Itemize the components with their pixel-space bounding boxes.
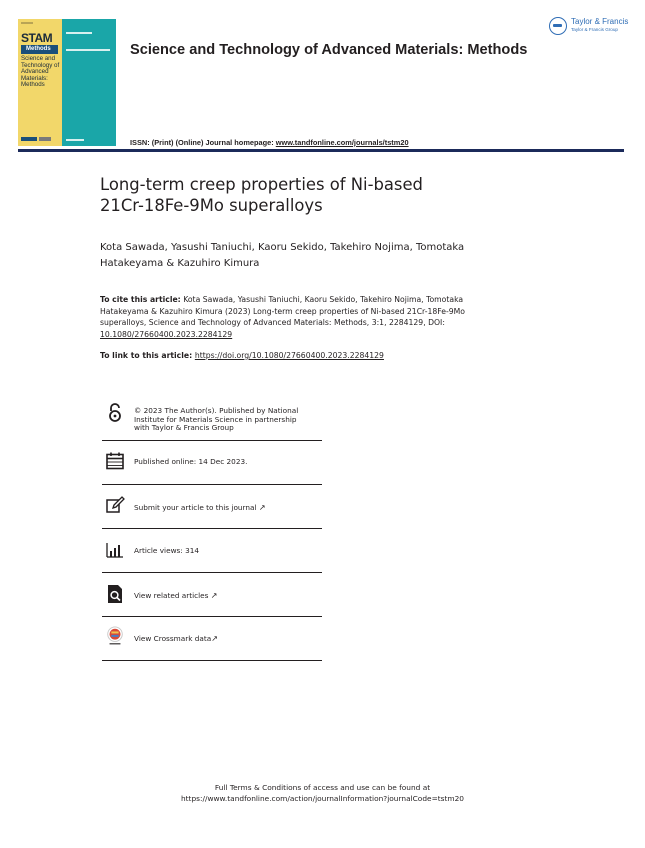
cover-right-panel <box>62 19 116 146</box>
bar-chart-icon <box>105 540 125 560</box>
citation-line: superalloys, Science and Technology of Advanced Materials: Methods, 3:1, 2284129, DOI: <box>100 318 445 327</box>
edit-icon <box>105 495 125 515</box>
header-divider <box>18 149 624 152</box>
citation-block <box>100 294 570 340</box>
crossmark-label: View Crossmark data <box>134 634 212 643</box>
cover-line <box>66 32 92 34</box>
issn-label: ISSN: (Print) (Online) Journal homepage: <box>130 138 276 147</box>
submit-label: Submit your article to this journal <box>134 503 257 512</box>
calendar-icon <box>105 451 125 471</box>
issn-line <box>130 138 409 147</box>
cover-publisher-mark <box>21 137 37 141</box>
crossmark-item[interactable] <box>102 617 322 661</box>
cover-line <box>66 139 84 141</box>
external-link-icon: ↗ <box>258 503 266 512</box>
article-title: Long-term creep properties of Ni-based 21Cr-18Fe-9Mo superalloys <box>100 175 423 215</box>
footer-terms-text: Full Terms & Conditions of access and use can be found at <box>214 783 431 792</box>
views-text: Article views: 314 <box>134 546 200 555</box>
cover-society-mark <box>39 137 51 141</box>
journal-cover <box>18 19 116 146</box>
related-articles-icon <box>105 584 125 604</box>
cover-subtitle: Science and Technology of Advanced Materials: Methods <box>21 55 60 89</box>
open-access-icon <box>105 403 125 423</box>
page-footer <box>0 782 645 804</box>
crossmark-icon <box>105 626 125 646</box>
related-link[interactable] <box>134 592 334 601</box>
journal-title: Science and Technology of Advanced Materials: Methods <box>130 42 528 58</box>
submit-item[interactable] <box>102 485 322 529</box>
publisher-logo-icon <box>549 17 567 35</box>
external-link-icon: ↗ <box>211 634 218 643</box>
related-label: View related articles <box>134 591 209 600</box>
article-link-label: To link to this article: <box>100 351 195 360</box>
article-doi-link[interactable]: https://doi.org/10.1080/27660400.2023.2284129 <box>194 351 384 360</box>
cover-stam-text: STAM <box>21 31 53 45</box>
citation-text: Kota Sawada, Yasushi Taniuchi, Kaoru Sekido, Takehiro Nojima, Tomotaka <box>180 295 464 304</box>
footer-terms-link[interactable]: https://www.tandfonline.com/action/journalInformation?journalCode=tstm20 <box>180 794 465 803</box>
article-link-line <box>100 351 384 360</box>
citation-label: To cite this article: <box>100 295 181 304</box>
views-item <box>102 529 322 573</box>
article-authors: Kota Sawada, Yasushi Taniuchi, Kaoru Sekido, Takehiro Nojima, Tomotaka Hatakeyama & Kazuhiro Kimura <box>100 242 465 269</box>
license-item <box>102 399 322 441</box>
crossmark-link[interactable] <box>134 635 334 644</box>
license-text: © 2023 The Author(s). Published by National Institute for Materials Science in partnership with Taylor & Francis Group <box>134 406 299 433</box>
article-info-list <box>102 399 322 661</box>
submit-link[interactable] <box>134 504 334 513</box>
citation-line <box>100 294 570 306</box>
citation-doi-link[interactable]: 10.1080/27660400.2023.2284129 <box>100 329 233 339</box>
journal-homepage-link[interactable]: www.tandfonline.com/journals/tstm20 <box>275 138 409 147</box>
cover-decoration <box>21 22 33 24</box>
published-text: Published online: 14 Dec 2023. <box>134 457 248 466</box>
related-item[interactable] <box>102 573 322 617</box>
published-item <box>102 441 322 485</box>
cover-methods-text: Methods <box>26 46 51 52</box>
publisher-logo-subtitle: Taylor & Francis Group <box>571 27 618 32</box>
publisher-logo-name: Taylor & Francis <box>571 17 629 26</box>
external-link-icon: ↗ <box>210 591 218 600</box>
publisher-logo <box>549 17 629 37</box>
cover-line <box>66 49 110 51</box>
citation-line: Hatakeyama & Kazuhiro Kimura (2023) Long-term creep properties of Ni-based 21Cr-18Fe-9Mo <box>100 306 466 316</box>
